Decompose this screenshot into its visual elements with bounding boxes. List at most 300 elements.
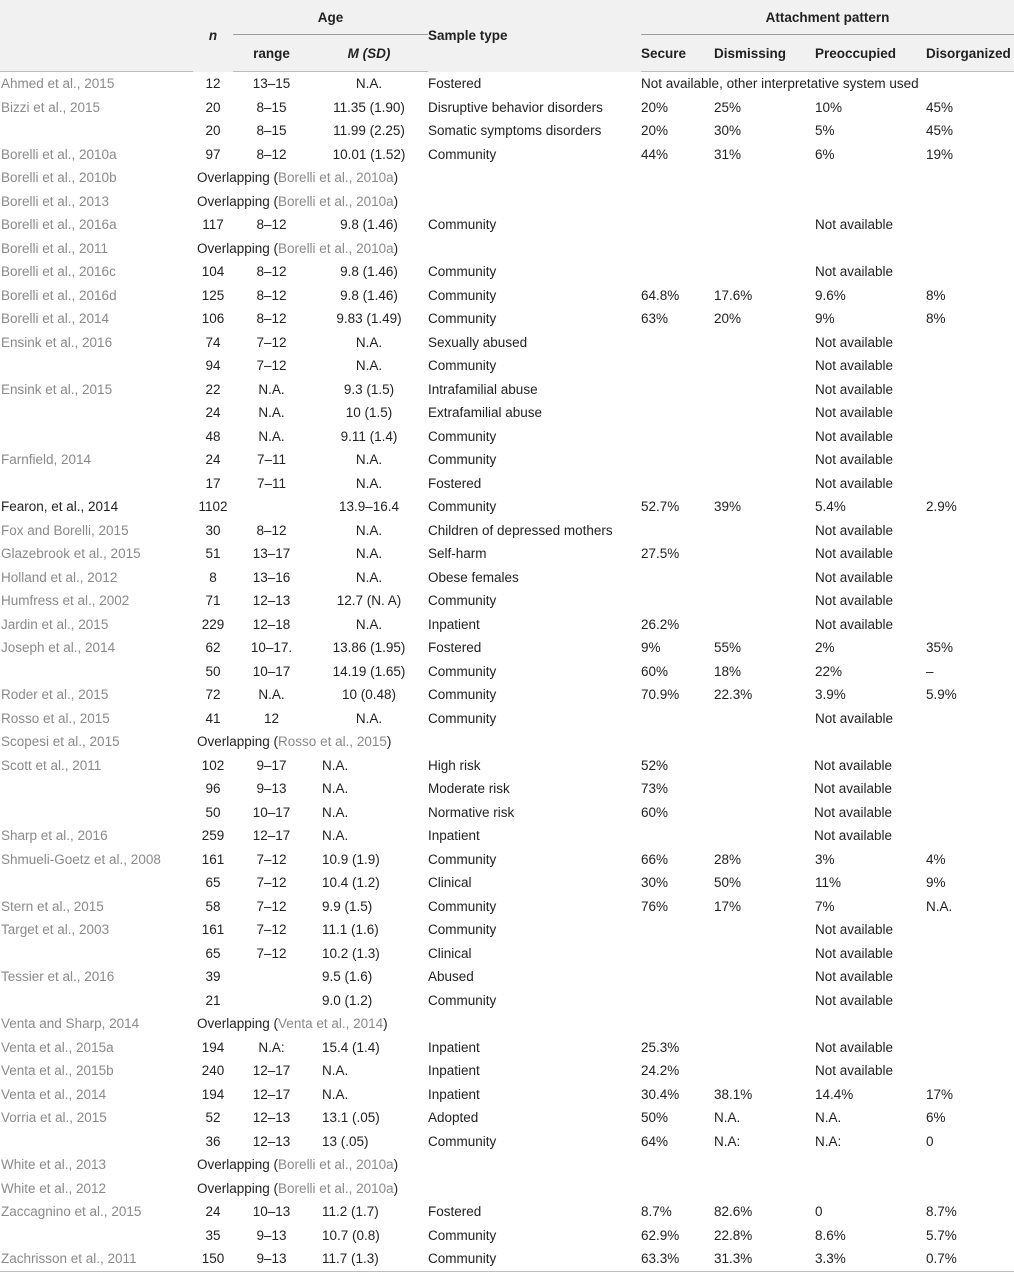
n-cell: 194	[201, 1039, 225, 1055]
overlap-reference-link[interactable]: Borelli et al., 2010a	[278, 170, 394, 185]
age-range-cell: 12–17	[252, 828, 291, 843]
secure-cell	[641, 519, 714, 543]
disorganized-cell	[926, 942, 1014, 966]
disorganized-cell	[926, 519, 1014, 543]
preoccupied-cell: 9%	[815, 311, 835, 326]
age-msd-cell: N.A.	[355, 475, 383, 491]
age-msd-cell: 11.35 (1.90)	[333, 99, 405, 115]
disorganized-cell: 0	[926, 1133, 934, 1149]
disorganized-cell	[926, 260, 1014, 284]
age-range-cell: 10–17	[252, 804, 291, 820]
sample-type-cell: Community	[428, 358, 497, 373]
disorganized-cell	[926, 378, 1014, 402]
preoccupied-cell: 10%	[815, 99, 843, 115]
study-cell	[0, 871, 193, 895]
header-study	[0, 0, 193, 35]
n-cell: 30	[205, 522, 221, 538]
table-row	[0, 119, 1014, 143]
table-row	[0, 1130, 1014, 1154]
age-msd-cell: N.A.	[355, 452, 383, 467]
secure-cell: 66%	[641, 851, 669, 867]
secure-cell: 60%	[641, 663, 669, 679]
preoccupied-cell: Not available	[815, 358, 894, 373]
n-cell: 21	[205, 992, 221, 1008]
sample-type-cell: Clinical	[428, 875, 472, 890]
age-range-cell: 7–12	[256, 945, 287, 961]
n-cell: 102	[201, 757, 225, 773]
preoccupied-cell: Not available	[815, 1063, 894, 1078]
age-msd-cell: 10 (1.5)	[345, 405, 393, 420]
age-msd-cell: 9.0 (1.2)	[322, 992, 373, 1008]
disorganized-cell: 8.7%	[926, 1204, 957, 1219]
header-n: n	[193, 0, 233, 72]
age-range-cell: 12	[263, 710, 280, 726]
age-range-cell: 12–13	[252, 1133, 291, 1149]
sample-type-cell: Somatic symptoms disorders	[428, 123, 602, 138]
preoccupied-cell: Not available	[815, 334, 894, 350]
disorganized-cell: 8%	[926, 311, 946, 326]
secure-cell	[641, 472, 714, 496]
age-range-cell: 7–12	[256, 358, 287, 373]
sample-type-cell: Community	[428, 217, 497, 232]
preoccupied-cell: Not available	[815, 381, 894, 397]
secure-cell	[641, 378, 714, 402]
table-row	[0, 542, 1014, 566]
sample-type-cell: Community	[428, 428, 497, 444]
secure-cell: 20%	[641, 123, 669, 138]
dismissing-cell: 39%	[714, 499, 742, 514]
age-msd-cell: 11.2 (1.7)	[322, 1204, 379, 1219]
study-cell: Borelli et al., 2016c	[1, 264, 116, 279]
n-cell: 229	[201, 616, 225, 632]
empty-cell	[714, 730, 815, 754]
age-range-cell: 13–15	[252, 76, 291, 91]
age-range-cell: 9–13	[233, 1247, 310, 1271]
overlap-note	[197, 1153, 398, 1177]
sample-type-cell: Community	[428, 287, 497, 303]
disorganized-cell	[926, 989, 1014, 1013]
study-cell: Fearon, et al., 2014	[1, 499, 119, 514]
age-range-cell: 12–13	[252, 593, 291, 608]
study-cell: Venta et al., 2015a	[1, 1039, 114, 1055]
dismissing-cell: 22.8%	[714, 1227, 753, 1243]
empty-cell	[714, 1012, 815, 1036]
n-cell: 17	[205, 475, 221, 491]
n-cell: 150	[193, 1247, 233, 1271]
overlap-label: Overlapping (	[197, 734, 279, 749]
n-cell: 65	[205, 875, 221, 890]
dismissing-cell	[714, 378, 815, 402]
preoccupied-cell: Not available	[815, 593, 894, 608]
dismissing-cell	[714, 260, 815, 284]
study-cell: Borelli et al., 2016d	[1, 287, 117, 303]
overlap-note	[197, 166, 398, 190]
secure-cell: 76%	[641, 898, 669, 914]
table-row	[0, 683, 1014, 707]
empty-cell	[641, 190, 714, 214]
study-cell: Farnfield, 2014	[1, 452, 92, 467]
table-row	[0, 354, 1014, 378]
study-cell: Tessier et al., 2016	[1, 969, 115, 984]
study-cell: Glazebrook et al., 2015	[1, 546, 141, 561]
study-cell: Borelli et al., 2016a	[1, 217, 117, 232]
dismissing-cell: 20%	[714, 311, 742, 326]
empty-cell	[641, 166, 714, 190]
study-cell: Ahmed et al., 2015	[1, 76, 115, 91]
age-msd-cell: 11.7 (1.3)	[310, 1247, 428, 1271]
overlap-cell	[193, 1012, 388, 1036]
disorganized-cell	[926, 613, 1014, 637]
n-cell: 72	[205, 687, 221, 702]
age-range-cell: 7–12	[256, 875, 287, 890]
disorganized-cell	[926, 472, 1014, 496]
dismissing-cell: 17%	[714, 898, 742, 914]
age-range-cell: 9–13	[256, 1227, 287, 1243]
disorganized-cell: –	[926, 663, 934, 679]
empty-cell	[926, 1177, 1014, 1201]
study-cell: Roder et al., 2015	[1, 687, 109, 702]
age-msd-cell: 9.8 (1.46)	[340, 264, 398, 279]
preoccupied-cell: Not available	[815, 1039, 894, 1055]
overlap-label: Overlapping (	[197, 1157, 279, 1172]
study-cell: Humfress et al., 2002	[1, 593, 130, 608]
n-cell: 96	[205, 781, 221, 796]
preoccupied-cell: 11%	[815, 875, 842, 890]
age-range-cell: 13–17	[252, 546, 291, 561]
disorganized-cell: 5.9%	[926, 687, 957, 702]
secure-cell: 8.7%	[641, 1204, 672, 1219]
overlap-reference-link[interactable]: Borelli et al., 2010a	[278, 1180, 394, 1196]
sample-type-cell: Intrafamilial abuse	[428, 381, 538, 397]
disorganized-cell	[926, 801, 1014, 825]
secure-cell: 64.8%	[641, 287, 680, 303]
table-row	[0, 730, 1014, 754]
table-row	[0, 237, 1014, 261]
n-cell: 117	[202, 217, 224, 232]
secure-cell	[641, 589, 714, 613]
preoccupied-cell: N.A.	[815, 1110, 842, 1125]
secure-cell: 24.2%	[641, 1063, 680, 1078]
preoccupied-cell: Not available	[815, 546, 894, 561]
age-range-cell: 10–17.	[250, 640, 293, 655]
secure-cell: 44%	[641, 146, 669, 162]
disorganized-cell	[926, 542, 1014, 566]
n-cell: 20	[205, 123, 221, 138]
table-row	[0, 1036, 1014, 1060]
preoccupied-cell: 3.9%	[815, 687, 846, 702]
secure-cell	[641, 824, 714, 848]
empty-cell	[641, 1153, 714, 1177]
age-range-cell	[233, 965, 310, 989]
overlap-reference-link[interactable]: Venta et al., 2014	[278, 1016, 384, 1031]
age-msd-cell: 15.4 (1.4)	[322, 1039, 380, 1055]
overlap-cell	[193, 237, 399, 261]
study-cell: Rosso et al., 2015	[1, 710, 110, 726]
empty-cell	[815, 166, 926, 190]
age-msd-cell: N.A.	[322, 781, 349, 796]
n-cell: 1102	[198, 499, 228, 514]
table-row	[0, 331, 1014, 355]
secure-cell	[641, 331, 714, 355]
study-cell: Borelli et al., 2011	[1, 240, 109, 256]
secure-cell: 52%	[641, 757, 669, 773]
table-row	[0, 1012, 1014, 1036]
sample-type-cell: Inpatient	[428, 1063, 480, 1078]
secure-cell: 50%	[641, 1110, 669, 1125]
overlap-reference-link[interactable]: Rosso et al., 2015	[278, 734, 387, 749]
sample-type-cell: Community	[428, 264, 497, 279]
secure-cell	[641, 425, 714, 449]
disorganized-cell: 17%	[926, 1086, 954, 1102]
table-row	[0, 260, 1014, 284]
age-range-cell: 13–16	[252, 569, 291, 585]
age-msd-cell: 12.7 (N. A)	[336, 593, 402, 608]
sample-type-cell: Inpatient	[428, 828, 480, 843]
age-range-cell: 8–12	[256, 522, 287, 538]
disorganized-cell: 5.7%	[926, 1227, 957, 1243]
age-range-cell: N.A:	[258, 1039, 285, 1055]
study-cell: Bizzi et al., 2015	[1, 99, 101, 115]
table-row	[0, 660, 1014, 684]
age-msd-cell: 10.7 (0.8)	[322, 1227, 380, 1243]
overlap-label: Overlapping (	[197, 1180, 279, 1196]
table-row	[0, 589, 1014, 613]
header-age: Age	[233, 0, 428, 35]
sample-type-cell: Children of depressed mothers	[428, 522, 613, 538]
age-msd-cell: N.A.	[355, 76, 383, 91]
preoccupied-cell: Not available	[815, 992, 894, 1008]
n-cell: 71	[205, 593, 221, 608]
dismissing-cell	[714, 777, 893, 801]
age-range-cell: 8–12	[256, 217, 287, 232]
age-msd-cell: 11.1 (1.6)	[322, 922, 379, 937]
overlap-close: )	[393, 240, 399, 256]
preoccupied-cell: Not available	[815, 522, 894, 538]
empty-cell	[428, 166, 641, 190]
age-msd-cell: N.A.	[355, 710, 383, 726]
study-cell: Borelli et al., 2010a	[1, 146, 117, 162]
disorganized-cell	[926, 213, 1014, 237]
overlap-cell	[193, 1153, 399, 1177]
age-msd-cell: N.A.	[355, 569, 383, 585]
secure-cell	[641, 213, 714, 237]
study-cell: Holland et al., 2012	[1, 569, 118, 585]
preoccupied-cell: Not available	[815, 428, 894, 444]
table-row	[0, 1200, 1014, 1224]
age-msd-cell: 9.11 (1.4)	[340, 428, 398, 444]
dismissing-cell	[714, 965, 815, 989]
sample-type-cell: Fostered	[428, 75, 482, 91]
study-cell	[0, 1224, 193, 1248]
header-disorganized: Disorganized	[926, 35, 1014, 72]
header-sample-type: Sample type	[428, 0, 641, 72]
age-range-cell: 7–11	[256, 452, 287, 467]
study-cell: Zachrisson et al., 2011	[0, 1247, 193, 1271]
table-row	[0, 965, 1014, 989]
empty-cell	[815, 730, 926, 754]
empty-cell	[815, 190, 926, 214]
overlap-close: )	[393, 193, 399, 209]
age-range-cell: N.A.	[258, 405, 285, 420]
preoccupied-cell: 5.4%	[815, 499, 846, 514]
table-row	[0, 1177, 1014, 1201]
age-range-cell: 8–12	[256, 311, 287, 326]
preoccupied-cell: 8.6%	[815, 1227, 846, 1243]
study-cell: Scopesi et al., 2015	[1, 734, 120, 749]
disorganized-cell	[926, 824, 1014, 848]
age-range-cell: 8–15	[256, 123, 287, 138]
age-range-cell: 12–18	[252, 616, 291, 632]
age-range-cell: 7–12	[256, 898, 287, 914]
table-row	[0, 495, 1014, 519]
secure-cell	[641, 965, 714, 989]
age-range-cell: 12–17	[252, 1063, 291, 1078]
table-row	[0, 989, 1014, 1013]
overlap-note	[197, 1012, 388, 1036]
age-msd-cell: 10.9 (1.9)	[322, 851, 380, 867]
study-cell	[0, 425, 193, 449]
table-row	[0, 213, 1014, 237]
study-cell: Borelli et al., 2010b	[1, 170, 117, 185]
dismissing-cell: N.A:	[714, 1133, 741, 1149]
dismissing-cell	[714, 589, 815, 613]
dismissing-cell: 22.3%	[714, 687, 753, 702]
overlap-cell	[193, 730, 392, 754]
dismissing-cell	[714, 942, 815, 966]
study-cell	[0, 1130, 193, 1154]
empty-cell	[428, 190, 641, 214]
secure-cell: 20%	[641, 99, 669, 115]
n-cell: 94	[205, 358, 221, 373]
dismissing-cell	[714, 566, 815, 590]
age-msd-cell: 9.8 (1.46)	[340, 217, 398, 232]
age-range-cell: 8–12	[256, 287, 287, 303]
table-row	[0, 401, 1014, 425]
attachment-note-cell: Not available, other interpretative system used	[641, 76, 919, 91]
preoccupied-cell: Not available	[815, 475, 894, 491]
disorganized-cell: 45%	[926, 99, 954, 115]
table-row	[0, 143, 1014, 167]
not-available-note: Not available	[814, 828, 893, 843]
overlap-close: )	[386, 734, 392, 749]
preoccupied-cell: 7%	[815, 898, 835, 914]
study-cell: Stern et al., 2015	[1, 898, 104, 914]
table-row	[0, 1224, 1014, 1248]
sample-type-cell: Community	[428, 898, 497, 914]
table-row	[0, 871, 1014, 895]
secure-cell: 62.9%	[641, 1227, 680, 1243]
overlap-reference-link[interactable]: Borelli et al., 2010a	[278, 193, 394, 209]
empty-cell	[714, 237, 815, 261]
secure-cell	[641, 566, 714, 590]
dismissing-cell	[714, 472, 815, 496]
study-cell	[0, 660, 193, 684]
age-range-cell: 9–13	[256, 781, 287, 796]
age-range-cell: 10–13	[252, 1204, 291, 1219]
preoccupied-cell: 5%	[815, 123, 835, 138]
n-cell: 161	[201, 851, 225, 867]
sample-type-cell: Sexually abused	[428, 334, 528, 350]
preoccupied-cell: 22%	[815, 663, 843, 679]
preoccupied-cell: N.A:	[815, 1133, 842, 1149]
study-cell: Sharp et al., 2016	[1, 828, 108, 843]
table-row	[0, 613, 1014, 637]
study-cell: Venta et al., 2015b	[1, 1063, 114, 1078]
table-row	[0, 166, 1014, 190]
overlap-reference-link[interactable]: Borelli et al., 2010a	[278, 1157, 394, 1172]
age-range-cell: 12–17	[252, 1086, 291, 1102]
n-cell: 24	[205, 405, 221, 420]
secure-cell: 64%	[641, 1133, 669, 1149]
n-cell: 65	[205, 945, 221, 961]
empty-cell	[926, 1012, 1014, 1036]
age-msd-cell: N.A.	[355, 522, 383, 538]
n-cell: 240	[201, 1063, 225, 1078]
header-dismissing: Dismissing	[714, 35, 815, 72]
secure-cell: 70.9%	[641, 687, 680, 702]
disorganized-cell: 19%	[926, 146, 954, 162]
dismissing-cell: 28%	[714, 851, 742, 867]
not-available-note: Not available	[814, 781, 893, 796]
study-cell: Jardin et al., 2015	[1, 616, 109, 632]
sample-type-cell: Community	[428, 146, 497, 162]
secure-cell: 9%	[641, 640, 661, 655]
study-cell: Shmueli-Goetz et al., 2008	[1, 851, 161, 867]
dismissing-cell	[714, 354, 815, 378]
header-preoccupied: Preoccupied	[815, 35, 926, 72]
sample-type-cell: Moderate risk	[428, 781, 510, 796]
n-cell: 24	[205, 1204, 221, 1219]
overlap-close: )	[393, 170, 399, 185]
study-cell: Borelli et al., 2014	[1, 311, 110, 326]
table-row	[0, 72, 1014, 96]
sample-type-cell: Obese females	[428, 569, 519, 585]
age-range-cell	[233, 495, 310, 519]
table-row	[0, 707, 1014, 731]
sample-type-cell: Community	[428, 687, 497, 702]
empty-cell	[428, 1153, 641, 1177]
overlap-close: )	[393, 1157, 399, 1172]
n-cell: 161	[201, 922, 225, 937]
secure-cell: 52.7%	[641, 499, 680, 514]
age-msd-cell: 9.5 (1.6)	[322, 969, 373, 984]
n-cell: 97	[205, 146, 221, 162]
study-cell	[0, 777, 193, 801]
empty-cell	[714, 190, 815, 214]
age-msd-cell: 9.9 (1.5)	[322, 898, 373, 914]
study-cell: White et al., 2013	[1, 1157, 107, 1172]
sample-type-cell: Community	[428, 499, 497, 514]
table-row	[0, 848, 1014, 872]
age-range-cell: N.A.	[258, 381, 285, 397]
dismissing-cell	[714, 213, 815, 237]
secure-cell	[641, 354, 714, 378]
age-msd-cell: 13.1 (.05)	[322, 1110, 380, 1125]
dismissing-cell: 50%	[714, 875, 742, 890]
disorganized-cell: 9%	[926, 875, 946, 890]
dismissing-cell	[714, 519, 815, 543]
age-range-cell: 7–12	[256, 922, 287, 937]
age-msd-cell: N.A.	[322, 757, 349, 773]
sample-type-cell: High risk	[428, 757, 481, 773]
n-cell: 24	[205, 452, 221, 467]
sample-type-cell: Community	[428, 1227, 497, 1243]
empty-cell	[428, 730, 641, 754]
study-cell: Joseph et al., 2014	[1, 640, 116, 655]
preoccupied-cell: 3%	[815, 851, 835, 867]
overlap-label: Overlapping (	[197, 170, 279, 185]
overlap-reference-link[interactable]: Borelli et al., 2010a	[278, 240, 394, 256]
